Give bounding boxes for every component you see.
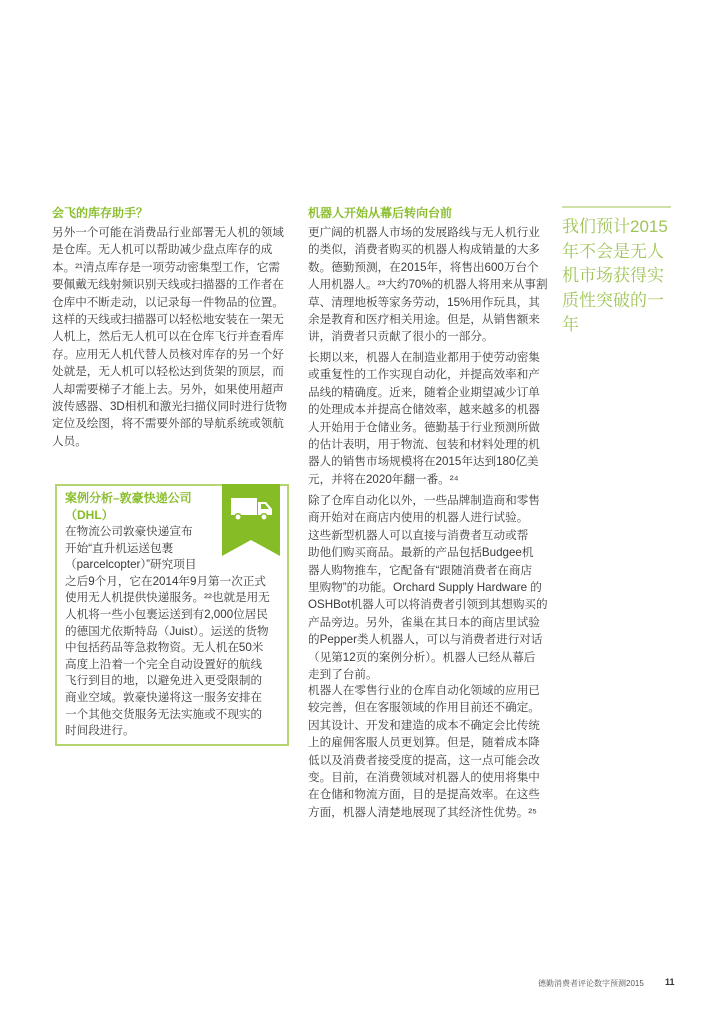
text-line: （parcelcopter）”研究项目 [65, 558, 197, 572]
text-line: 数。德勤预测，在2015年，将售出600万台个 [308, 260, 539, 274]
text-line: 本。²¹清点库存是一项劳动密集型工作，它需 [52, 260, 281, 274]
text-line: 定位及绘图，将不需要外部的导航系统或领航 [52, 417, 284, 431]
text-line: 或重复性的工作实现自动化，并提高效率和产 [308, 368, 540, 382]
text-line: 品线的精确度。近来，随着企业期望减少订单 [308, 385, 540, 399]
case-study-body [65, 524, 270, 740]
text-line: 的估计表明，用于物流、包装和材料处理的机 [308, 437, 540, 451]
text-line: 元，并将在2020年翻一番。²⁴ [308, 472, 459, 486]
text-line: 质性突破的一 [562, 290, 664, 310]
text-line: 这样的天线或扫描器可以轻松地安装在一架无 [52, 312, 284, 326]
text-line: 人用机器人。²³大约70%的机器人将用来从事割 [308, 278, 548, 292]
text-line: 使用无人机提供快递服务。²²也就是用无 [65, 591, 270, 605]
case-study-heading [65, 490, 192, 524]
text-line: 时间段进行。 [65, 724, 135, 738]
body-paragraph-3 [308, 492, 548, 683]
text-line: 助他们购买商品。最新的产品包括Budgee机 [308, 546, 534, 560]
text-line: 波传感器、3D相机和激光扫描仪同时进行货物 [52, 399, 288, 413]
text-line: OSHBot机器人可以将消费者引领到其想购买的 [308, 598, 548, 612]
text-line: 因其设计、开发和建造的成本不确定会比传统 [308, 718, 540, 732]
text-line: 讲，消费者只贡献了很小的一部分。 [308, 330, 494, 344]
text-line: 长期以来，机器人在制造业都用于使劳动密集 [308, 351, 540, 364]
page-number: 11 [665, 977, 675, 987]
text-line: 的Pepper类人机器人，可以与消费者进行对话 [308, 633, 543, 647]
text-line: 另外一个可能在消费品行业部署无人机的领域 [52, 226, 284, 239]
text-line: 年 [562, 315, 579, 334]
text-line: 在仓储和物流方面，目的是提高效率。在这些 [308, 788, 540, 802]
text-line: 之后9个月，它在2014年9月第一次正式 [65, 574, 267, 588]
text-line: 更广阔的机器人市场的发展路线与无人机行业 [308, 226, 540, 239]
text-line: 草、清理地板等家务劳动，15%用作玩具，其 [308, 295, 540, 309]
case-study-heading-line: （DHL） [65, 508, 114, 522]
text-line: 的处理成本并提高仓储效率，越来越多的机器 [308, 403, 540, 417]
text-line: 人开始用于仓储业务。德勤基于行业预测所做 [308, 420, 540, 434]
text-line: 余是教育和医疗相关用途。但是，从销售额来 [308, 312, 540, 326]
text-line: 处就是，无人机可以轻松达到货架的顶层，而 [52, 365, 284, 379]
text-line: 人却需要梯子才能上去。另外，如果使用超声 [52, 382, 284, 396]
text-line: （见第12页的案例分析）。机器人已经从幕后 [308, 650, 536, 664]
text-line: 低以及消费者接受度的提高，这一点可能会改 [308, 753, 540, 767]
body-paragraph-2 [308, 349, 540, 488]
text-line: 产品旁边。另外，雀巢在其日本的商店里试验 [308, 615, 540, 629]
text-line: 较完善，但在客服领域的作用目前还不确定。 [308, 701, 540, 715]
text-line: 一个其他交货服务无法实施或不现实的 [65, 707, 263, 721]
text-line: 是仓库。无人机可以帮助减少盘点库存的成 [52, 243, 273, 257]
text-line: 我们预计2015 [562, 217, 668, 236]
text-line: 机器人在零售行业的仓库自动化领域的应用已 [308, 684, 540, 697]
body-paragraph-4 [308, 682, 540, 821]
text-line: 走到了台前。 [308, 667, 378, 681]
text-line: 里购物”的功能。Orchard Supply Hardware 的 [308, 580, 542, 594]
text-line: 的德国尤依斯特岛（Juist）。运送的货物 [65, 624, 269, 638]
text-line: 商业空域。敦豪快递将这一服务安排在 [65, 690, 263, 704]
text-line: 在物流公司敦豪快递宣布 [65, 525, 193, 538]
body-paragraph-1 [308, 224, 548, 346]
section-heading-robots: 机器人开始从幕后转向台前 [308, 206, 453, 220]
text-line: 方面，机器人清楚地展现了其经济性优势。²⁵ [308, 805, 537, 819]
text-line: 变。目前，在消费领域对机器人的使用将集中 [308, 770, 540, 784]
text-line: 年不会是无人 [562, 241, 664, 261]
text-line: 中包括药品等急救物资。无人机在50米 [65, 641, 264, 655]
text-line: 要佩戴无线射频识别天线或扫描器的工作者在 [52, 278, 284, 292]
text-line: 商开始对在商店内使用的机器人进行试验。 [308, 511, 529, 525]
text-line: 的类似，消费者购买的机器人构成销量的大多 [308, 243, 540, 257]
text-line: 这些新型机器人可以直接与消费者互动或帮 [308, 528, 529, 542]
text-line: 人员。 [52, 434, 87, 448]
text-line: 除了仓库自动化以外，一些品牌制造商和零售 [308, 494, 540, 507]
text-line: 器人的销售市场规模将在2015年达到180亿美 [308, 455, 539, 469]
footer-publication-title: 德勤消费者评论数字预测2015 [538, 979, 644, 988]
pull-quote [562, 215, 668, 338]
text-line: 仓库中不断走动，以记录每一件物品的位置。 [52, 295, 284, 309]
pull-quote-rule [562, 206, 671, 208]
text-line: 人机将一些小包裹运送到有2,000位居民 [65, 607, 268, 621]
text-line: 飞行到目的地，以避免进入更受限制的 [65, 674, 263, 688]
text-line: 存。应用无人机代替人员核对库存的另一个好 [52, 347, 284, 361]
section-heading-flying-inventory: 会飞的库存助手？ [52, 206, 149, 220]
case-study-heading-line: 案例分析–敦豪快递公司 [65, 491, 192, 505]
text-line: 高度上沿着一个完全自动设置好的航线 [65, 657, 263, 671]
text-line: 上的雇佣客服人员更划算。但是，随着成本降 [308, 736, 540, 750]
text-line: 器人购物推车，它配备有“跟随消费者在商店 [308, 563, 533, 577]
body-text-flying-inventory [52, 224, 287, 450]
text-line: 机市场获得实 [562, 266, 664, 285]
text-line: 开始“直升机运送包裹 [65, 541, 174, 555]
text-line: 人机上，然后无人机可以在仓库飞行并查看库 [52, 330, 284, 344]
